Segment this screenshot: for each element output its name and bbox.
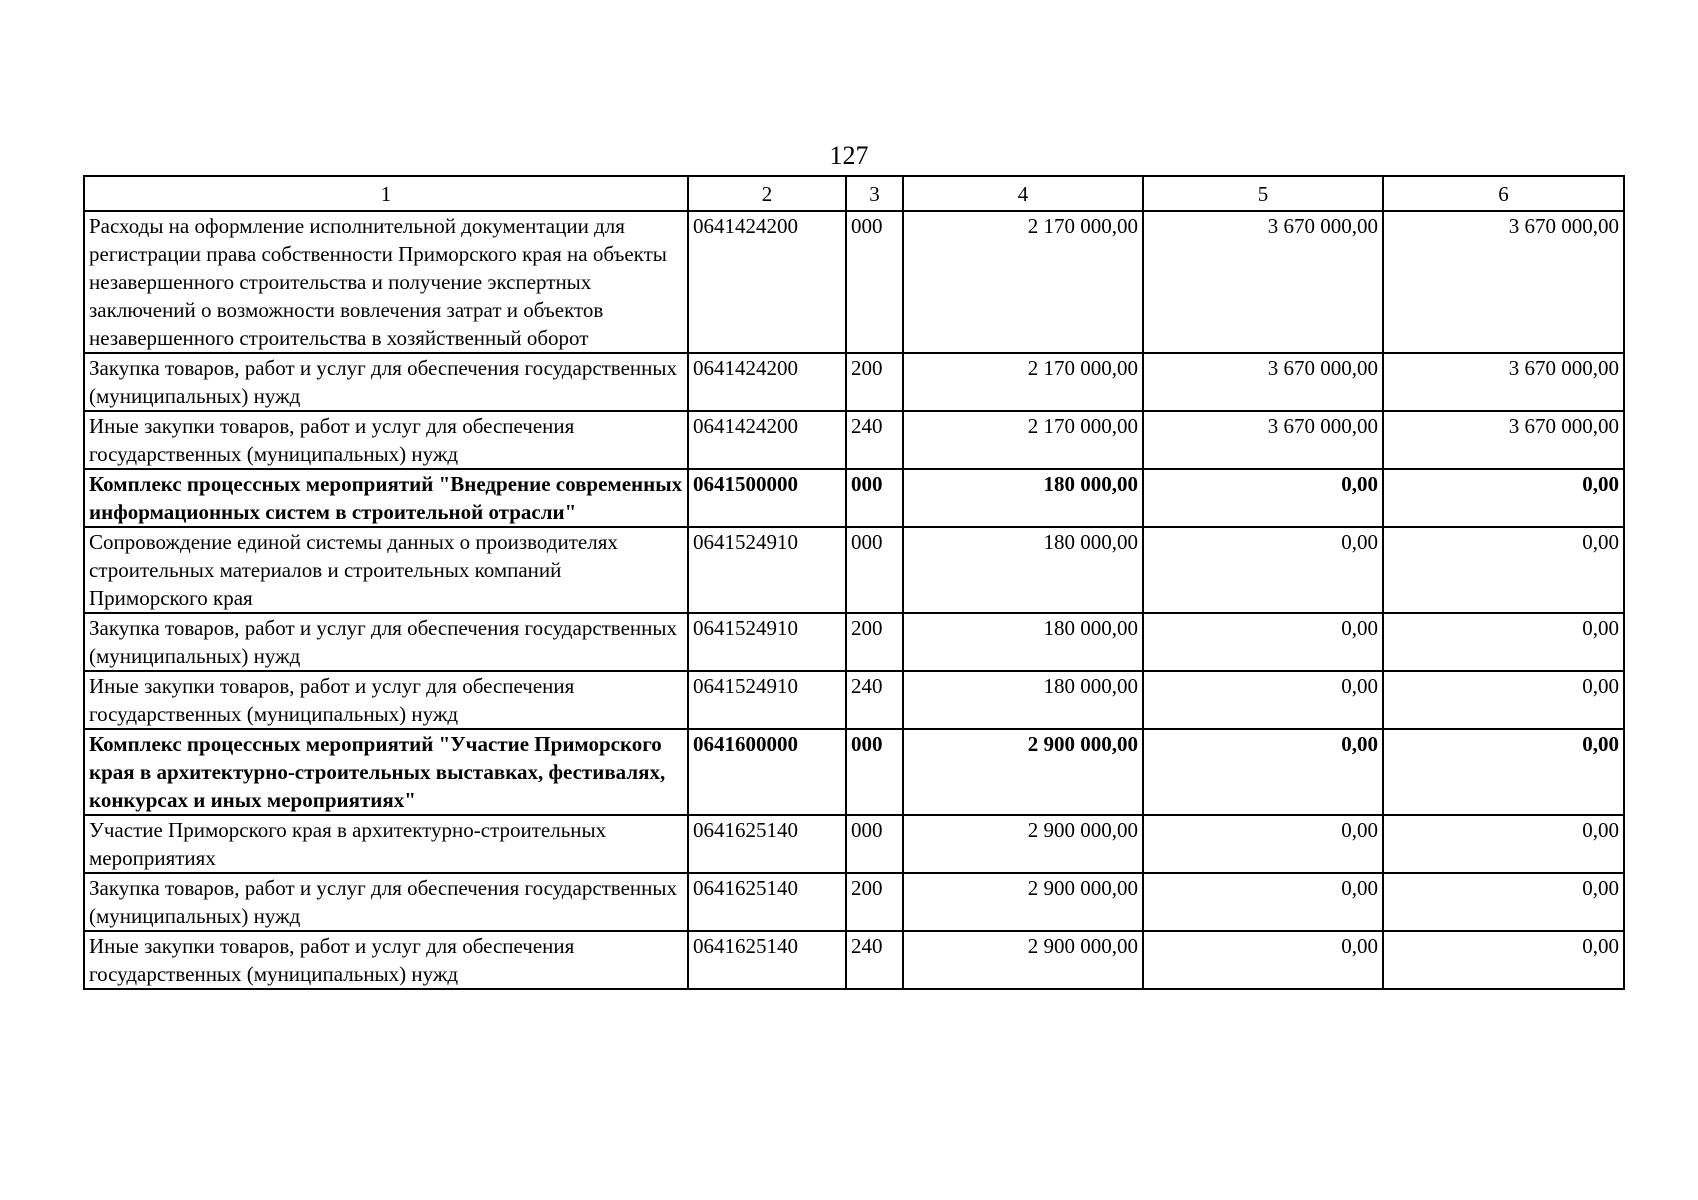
row-type-cell: 240 xyxy=(846,671,903,729)
row-amount-col4: 2 170 000,00 xyxy=(903,211,1143,353)
row-code-cell: 0641524910 xyxy=(688,613,846,671)
table-header-row xyxy=(84,176,1624,211)
column-header: 6 xyxy=(1383,176,1624,211)
row-code-cell: 0641625140 xyxy=(688,931,846,989)
row-amount-col5: 3 670 000,00 xyxy=(1143,211,1383,353)
row-amount-col5: 0,00 xyxy=(1143,527,1383,613)
row-amount-col6: 0,00 xyxy=(1383,469,1624,527)
row-amount-col5: 0,00 xyxy=(1143,469,1383,527)
row-name-cell: Закупка товаров, работ и услуг для обеспечения государственных (муниципальных) нужд xyxy=(84,613,688,671)
column-header: 5 xyxy=(1143,176,1383,211)
row-amount-col6: 0,00 xyxy=(1383,931,1624,989)
table-row xyxy=(84,211,1624,353)
table-row xyxy=(84,931,1624,989)
table-row xyxy=(84,873,1624,931)
row-code-cell: 0641524910 xyxy=(688,671,846,729)
row-code-cell: 0641625140 xyxy=(688,815,846,873)
row-type-cell: 000 xyxy=(846,527,903,613)
row-amount-col5: 0,00 xyxy=(1143,671,1383,729)
row-name-cell: Закупка товаров, работ и услуг для обеспечения государственных (муниципальных) нужд xyxy=(84,353,688,411)
row-name-cell: Сопровождение единой системы данных о производителях строительных материалов и строительных компаний Приморского края xyxy=(84,527,688,613)
row-amount-col5: 0,00 xyxy=(1143,613,1383,671)
row-type-cell: 000 xyxy=(846,815,903,873)
row-amount-col4: 2 170 000,00 xyxy=(903,353,1143,411)
row-amount-col4: 180 000,00 xyxy=(903,613,1143,671)
row-amount-col6: 3 670 000,00 xyxy=(1383,353,1624,411)
row-name-cell: Иные закупки товаров, работ и услуг для обеспечения государственных (муниципальных) нужд xyxy=(84,671,688,729)
row-name-cell: Иные закупки товаров, работ и услуг для обеспечения государственных (муниципальных) нужд xyxy=(84,411,688,469)
row-name-cell: Участие Приморского края в архитектурно-строительных мероприятиях xyxy=(84,815,688,873)
column-header: 3 xyxy=(846,176,903,211)
row-code-cell: 0641625140 xyxy=(688,873,846,931)
row-amount-col4: 2 900 000,00 xyxy=(903,815,1143,873)
table-row xyxy=(84,613,1624,671)
row-amount-col4: 180 000,00 xyxy=(903,671,1143,729)
row-type-cell: 200 xyxy=(846,353,903,411)
table-row xyxy=(84,815,1624,873)
column-header: 2 xyxy=(688,176,846,211)
row-amount-col6: 0,00 xyxy=(1383,729,1624,815)
row-name-cell: Иные закупки товаров, работ и услуг для обеспечения государственных (муниципальных) нужд xyxy=(84,931,688,989)
row-amount-col6: 0,00 xyxy=(1383,671,1624,729)
row-code-cell: 0641600000 xyxy=(688,729,846,815)
row-amount-col4: 180 000,00 xyxy=(903,527,1143,613)
row-amount-col6: 3 670 000,00 xyxy=(1383,411,1624,469)
row-type-cell: 000 xyxy=(846,211,903,353)
column-header: 1 xyxy=(84,176,688,211)
row-code-cell: 0641524910 xyxy=(688,527,846,613)
row-type-cell: 240 xyxy=(846,411,903,469)
table-row xyxy=(84,527,1624,613)
row-code-cell: 0641424200 xyxy=(688,353,846,411)
table-row xyxy=(84,353,1624,411)
row-name-cell: Комплекс процессных мероприятий "Внедрение современных информационных систем в строительной отрасли" xyxy=(84,469,688,527)
table-row xyxy=(84,411,1624,469)
row-code-cell: 0641500000 xyxy=(688,469,846,527)
row-name-cell: Расходы на оформление исполнительной документации для регистрации права собственности Приморского края на объекты незавершенного строительства и получение экспертных заключений о возможности вовлечения затрат и объектов незавершенного строительства в хозяйственный оборот xyxy=(84,211,688,353)
row-type-cell: 200 xyxy=(846,613,903,671)
page-number: 127 xyxy=(829,141,869,170)
row-amount-col4: 180 000,00 xyxy=(903,469,1143,527)
row-type-cell: 240 xyxy=(846,931,903,989)
row-amount-col4: 2 900 000,00 xyxy=(903,729,1143,815)
row-name-cell: Закупка товаров, работ и услуг для обеспечения государственных (муниципальных) нужд xyxy=(84,873,688,931)
row-code-cell: 0641424200 xyxy=(688,411,846,469)
row-amount-col6: 0,00 xyxy=(1383,815,1624,873)
row-amount-col4: 2 900 000,00 xyxy=(903,873,1143,931)
row-amount-col6: 3 670 000,00 xyxy=(1383,211,1624,353)
row-amount-col5: 3 670 000,00 xyxy=(1143,411,1383,469)
table-row xyxy=(84,469,1624,527)
row-amount-col5: 3 670 000,00 xyxy=(1143,353,1383,411)
budget-table xyxy=(83,175,1625,990)
row-type-cell: 000 xyxy=(846,469,903,527)
column-header: 4 xyxy=(903,176,1143,211)
table-row xyxy=(84,671,1624,729)
row-type-cell: 200 xyxy=(846,873,903,931)
row-amount-col6: 0,00 xyxy=(1383,527,1624,613)
table-row xyxy=(84,729,1624,815)
row-amount-col5: 0,00 xyxy=(1143,815,1383,873)
row-name-cell: Комплекс процессных мероприятий "Участие Приморского края в архитектурно-строительных выставках, фестивалях, конкурсах и иных мероприятиях" xyxy=(84,729,688,815)
row-code-cell: 0641424200 xyxy=(688,211,846,353)
row-amount-col6: 0,00 xyxy=(1383,873,1624,931)
row-amount-col4: 2 900 000,00 xyxy=(903,931,1143,989)
row-amount-col5: 0,00 xyxy=(1143,873,1383,931)
row-amount-col4: 2 170 000,00 xyxy=(903,411,1143,469)
row-type-cell: 000 xyxy=(846,729,903,815)
row-amount-col5: 0,00 xyxy=(1143,931,1383,989)
row-amount-col5: 0,00 xyxy=(1143,729,1383,815)
row-amount-col6: 0,00 xyxy=(1383,613,1624,671)
